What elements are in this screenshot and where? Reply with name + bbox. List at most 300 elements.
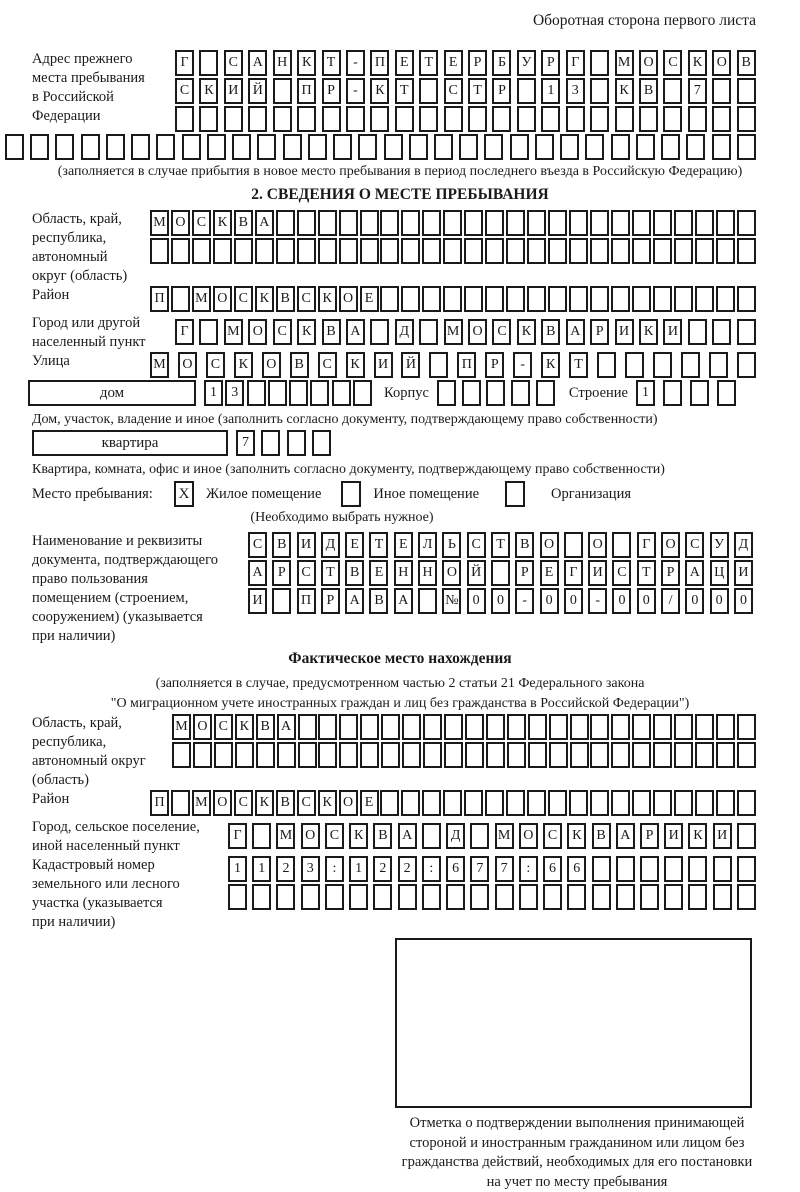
char-cell[interactable]: Р: [321, 588, 340, 614]
char-cell[interactable]: О: [339, 790, 358, 816]
char-cell[interactable]: С: [543, 823, 562, 849]
char-cell[interactable]: Г: [228, 823, 247, 849]
char-cell[interactable]: В: [369, 588, 388, 614]
char-cell[interactable]: Г: [175, 50, 194, 76]
char-cell[interactable]: С: [297, 790, 316, 816]
char-cell[interactable]: В: [373, 823, 392, 849]
char-cell[interactable]: У: [517, 50, 536, 76]
char-cell[interactable]: [444, 106, 463, 132]
char-cell[interactable]: [528, 714, 547, 740]
char-cell[interactable]: [419, 78, 438, 104]
char-cell[interactable]: [214, 742, 233, 768]
char-cell[interactable]: С: [492, 319, 511, 345]
char-cell[interactable]: В: [592, 823, 611, 849]
char-cell[interactable]: Т: [569, 352, 588, 378]
char-cell[interactable]: 1: [228, 856, 247, 882]
char-cell[interactable]: [507, 714, 526, 740]
char-cell[interactable]: Г: [566, 50, 585, 76]
char-cell[interactable]: В: [515, 532, 534, 558]
char-cell[interactable]: [549, 714, 568, 740]
char-cell[interactable]: [548, 790, 567, 816]
char-cell[interactable]: [590, 106, 609, 132]
char-cell[interactable]: №: [442, 588, 461, 614]
char-cell[interactable]: [712, 134, 731, 160]
char-cell[interactable]: [712, 78, 731, 104]
char-cell[interactable]: И: [248, 588, 267, 614]
char-cell[interactable]: М: [192, 790, 211, 816]
char-cell[interactable]: [171, 238, 190, 264]
char-cell[interactable]: [150, 238, 169, 264]
char-cell[interactable]: [690, 380, 709, 406]
char-cell[interactable]: [566, 106, 585, 132]
char-cell[interactable]: А: [345, 588, 364, 614]
char-cell[interactable]: И: [588, 560, 607, 586]
char-cell[interactable]: [569, 790, 588, 816]
char-cell[interactable]: [360, 742, 379, 768]
char-cell[interactable]: [590, 790, 609, 816]
char-cell[interactable]: К: [255, 790, 274, 816]
char-cell[interactable]: [256, 742, 275, 768]
char-cell[interactable]: С: [192, 210, 211, 236]
char-cell[interactable]: [716, 790, 735, 816]
char-cell[interactable]: [510, 134, 529, 160]
char-cell[interactable]: [381, 714, 400, 740]
char-cell[interactable]: [737, 856, 756, 882]
char-cell[interactable]: /: [661, 588, 680, 614]
house-type-box[interactable]: дом: [28, 380, 196, 406]
char-cell[interactable]: М: [495, 823, 514, 849]
char-cell[interactable]: Р: [492, 78, 511, 104]
char-cell[interactable]: [653, 352, 672, 378]
char-cell[interactable]: И: [374, 352, 393, 378]
char-cell[interactable]: [686, 134, 705, 160]
char-cell[interactable]: [713, 884, 732, 910]
char-cell[interactable]: Ц: [710, 560, 729, 586]
char-cell[interactable]: 2: [398, 856, 417, 882]
char-cell[interactable]: А: [248, 50, 267, 76]
char-cell[interactable]: О: [262, 352, 281, 378]
char-cell[interactable]: [560, 134, 579, 160]
char-cell[interactable]: Р: [322, 78, 341, 104]
char-cell[interactable]: В: [639, 78, 658, 104]
char-cell[interactable]: [402, 714, 421, 740]
char-cell[interactable]: [564, 532, 583, 558]
char-cell[interactable]: [318, 714, 337, 740]
char-cell[interactable]: 0: [734, 588, 753, 614]
char-cell[interactable]: К: [213, 210, 232, 236]
char-cell[interactable]: К: [235, 714, 254, 740]
char-cell[interactable]: М: [615, 50, 634, 76]
char-cell[interactable]: М: [276, 823, 295, 849]
char-cell[interactable]: В: [272, 532, 291, 558]
char-cell[interactable]: [590, 210, 609, 236]
char-cell[interactable]: [398, 884, 417, 910]
char-cell[interactable]: К: [541, 352, 560, 378]
char-cell[interactable]: [695, 238, 714, 264]
char-cell[interactable]: [688, 856, 707, 882]
char-cell[interactable]: П: [370, 50, 389, 76]
char-cell[interactable]: [590, 742, 609, 768]
char-cell[interactable]: [616, 856, 635, 882]
char-cell[interactable]: [297, 210, 316, 236]
char-cell[interactable]: 6: [567, 856, 586, 882]
char-cell[interactable]: Г: [637, 532, 656, 558]
char-cell[interactable]: [422, 884, 441, 910]
char-cell[interactable]: [716, 742, 735, 768]
char-cell[interactable]: А: [566, 319, 585, 345]
char-cell[interactable]: 6: [446, 856, 465, 882]
char-cell[interactable]: [444, 714, 463, 740]
char-cell[interactable]: [611, 210, 630, 236]
char-cell[interactable]: [674, 238, 693, 264]
char-cell[interactable]: О: [301, 823, 320, 849]
char-cell[interactable]: [370, 319, 389, 345]
char-cell[interactable]: [434, 134, 453, 160]
char-cell[interactable]: [486, 380, 505, 406]
char-cell[interactable]: [252, 823, 271, 849]
char-cell[interactable]: 1: [349, 856, 368, 882]
char-cell[interactable]: 1: [541, 78, 560, 104]
char-cell[interactable]: Д: [446, 823, 465, 849]
char-cell[interactable]: [491, 560, 510, 586]
apartment-type-box[interactable]: квартира: [32, 430, 228, 456]
char-cell[interactable]: Т: [321, 560, 340, 586]
char-cell[interactable]: [712, 319, 731, 345]
char-cell[interactable]: [543, 884, 562, 910]
char-cell[interactable]: [737, 134, 756, 160]
char-cell[interactable]: [346, 106, 365, 132]
char-cell[interactable]: И: [297, 532, 316, 558]
char-cell[interactable]: [653, 238, 672, 264]
char-cell[interactable]: [402, 742, 421, 768]
char-cell[interactable]: С: [685, 532, 704, 558]
char-cell[interactable]: [422, 210, 441, 236]
char-cell[interactable]: Т: [491, 532, 510, 558]
char-cell[interactable]: М: [192, 286, 211, 312]
char-cell[interactable]: 0: [685, 588, 704, 614]
char-cell[interactable]: [422, 790, 441, 816]
char-cell[interactable]: [695, 790, 714, 816]
char-cell[interactable]: 3: [566, 78, 585, 104]
char-cell[interactable]: [653, 742, 672, 768]
char-cell[interactable]: [611, 134, 630, 160]
char-cell[interactable]: [55, 134, 74, 160]
char-cell[interactable]: [506, 790, 525, 816]
char-cell[interactable]: [506, 238, 525, 264]
char-cell[interactable]: Е: [360, 790, 379, 816]
char-cell[interactable]: [276, 884, 295, 910]
char-cell[interactable]: Ь: [442, 532, 461, 558]
char-cell[interactable]: [716, 238, 735, 264]
char-cell[interactable]: [465, 742, 484, 768]
char-cell[interactable]: [358, 134, 377, 160]
char-cell[interactable]: [548, 238, 567, 264]
char-cell[interactable]: [470, 884, 489, 910]
char-cell[interactable]: Й: [467, 560, 486, 586]
char-cell[interactable]: -: [588, 588, 607, 614]
char-cell[interactable]: 0: [710, 588, 729, 614]
char-cell[interactable]: [517, 106, 536, 132]
char-cell[interactable]: [615, 106, 634, 132]
char-cell[interactable]: [528, 742, 547, 768]
char-cell[interactable]: В: [322, 319, 341, 345]
char-cell[interactable]: [611, 286, 630, 312]
char-cell[interactable]: П: [150, 286, 169, 312]
char-cell[interactable]: О: [213, 790, 232, 816]
char-cell[interactable]: [674, 714, 693, 740]
char-cell[interactable]: [590, 50, 609, 76]
char-cell[interactable]: О: [588, 532, 607, 558]
char-cell[interactable]: Е: [369, 560, 388, 586]
char-cell[interactable]: [569, 286, 588, 312]
char-cell[interactable]: С: [467, 532, 486, 558]
char-cell[interactable]: 2: [276, 856, 295, 882]
char-cell[interactable]: О: [519, 823, 538, 849]
char-cell[interactable]: [213, 238, 232, 264]
char-cell[interactable]: [663, 380, 682, 406]
char-cell[interactable]: А: [685, 560, 704, 586]
char-cell[interactable]: [248, 106, 267, 132]
char-cell[interactable]: [535, 134, 554, 160]
char-cell[interactable]: 0: [637, 588, 656, 614]
char-cell[interactable]: [464, 790, 483, 816]
char-cell[interactable]: А: [394, 588, 413, 614]
char-cell[interactable]: С: [248, 532, 267, 558]
char-cell[interactable]: П: [150, 790, 169, 816]
char-cell[interactable]: Р: [515, 560, 534, 586]
char-cell[interactable]: [276, 210, 295, 236]
char-cell[interactable]: П: [297, 588, 316, 614]
char-cell[interactable]: [5, 134, 24, 160]
char-cell[interactable]: [674, 742, 693, 768]
char-cell[interactable]: [380, 210, 399, 236]
char-cell[interactable]: Т: [395, 78, 414, 104]
char-cell[interactable]: [681, 352, 700, 378]
char-cell[interactable]: Т: [468, 78, 487, 104]
char-cell[interactable]: [695, 742, 714, 768]
char-cell[interactable]: [308, 134, 327, 160]
char-cell[interactable]: [653, 714, 672, 740]
char-cell[interactable]: [590, 78, 609, 104]
char-cell[interactable]: [224, 106, 243, 132]
char-cell[interactable]: О: [639, 50, 658, 76]
char-cell[interactable]: [272, 588, 291, 614]
char-cell[interactable]: Е: [360, 286, 379, 312]
char-cell[interactable]: А: [255, 210, 274, 236]
char-cell[interactable]: [632, 286, 651, 312]
char-cell[interactable]: К: [318, 286, 337, 312]
char-cell[interactable]: 0: [540, 588, 559, 614]
char-cell[interactable]: М: [172, 714, 191, 740]
char-cell[interactable]: [384, 134, 403, 160]
char-cell[interactable]: 1: [636, 380, 655, 406]
char-cell[interactable]: [443, 790, 462, 816]
char-cell[interactable]: Р: [272, 560, 291, 586]
char-cell[interactable]: К: [567, 823, 586, 849]
char-cell[interactable]: Р: [661, 560, 680, 586]
char-cell[interactable]: [737, 210, 756, 236]
char-cell[interactable]: [590, 238, 609, 264]
char-cell[interactable]: [380, 286, 399, 312]
char-cell[interactable]: М: [224, 319, 243, 345]
char-cell[interactable]: [443, 210, 462, 236]
char-cell[interactable]: К: [370, 78, 389, 104]
char-cell[interactable]: [339, 742, 358, 768]
char-cell[interactable]: [737, 286, 756, 312]
char-cell[interactable]: [401, 210, 420, 236]
char-cell[interactable]: [716, 714, 735, 740]
char-cell[interactable]: К: [199, 78, 218, 104]
char-cell[interactable]: [695, 210, 714, 236]
char-cell[interactable]: [273, 106, 292, 132]
char-cell[interactable]: С: [234, 790, 253, 816]
char-cell[interactable]: С: [206, 352, 225, 378]
char-cell[interactable]: Н: [273, 50, 292, 76]
char-cell[interactable]: [301, 884, 320, 910]
char-cell[interactable]: [527, 238, 546, 264]
char-cell[interactable]: [401, 286, 420, 312]
char-cell[interactable]: -: [346, 50, 365, 76]
char-cell[interactable]: С: [224, 50, 243, 76]
char-cell[interactable]: [663, 106, 682, 132]
char-cell[interactable]: М: [150, 210, 169, 236]
char-cell[interactable]: 6: [543, 856, 562, 882]
char-cell[interactable]: 0: [467, 588, 486, 614]
char-cell[interactable]: [360, 238, 379, 264]
char-cell[interactable]: :: [519, 856, 538, 882]
char-cell[interactable]: С: [612, 560, 631, 586]
char-cell[interactable]: [737, 742, 756, 768]
char-cell[interactable]: [235, 742, 254, 768]
char-cell[interactable]: С: [325, 823, 344, 849]
char-cell[interactable]: [640, 856, 659, 882]
char-cell[interactable]: В: [276, 790, 295, 816]
char-cell[interactable]: [446, 884, 465, 910]
checkbox-residential[interactable]: X: [174, 481, 194, 507]
char-cell[interactable]: [653, 790, 672, 816]
char-cell[interactable]: [247, 380, 266, 406]
char-cell[interactable]: [664, 884, 683, 910]
char-cell[interactable]: [207, 134, 226, 160]
char-cell[interactable]: [712, 106, 731, 132]
char-cell[interactable]: Д: [734, 532, 753, 558]
char-cell[interactable]: К: [297, 319, 316, 345]
char-cell[interactable]: К: [615, 78, 634, 104]
char-cell[interactable]: [737, 106, 756, 132]
char-cell[interactable]: [485, 210, 504, 236]
char-cell[interactable]: О: [468, 319, 487, 345]
char-cell[interactable]: [717, 380, 736, 406]
char-cell[interactable]: [639, 106, 658, 132]
char-cell[interactable]: 7: [688, 78, 707, 104]
char-cell[interactable]: [632, 714, 651, 740]
char-cell[interactable]: [312, 430, 331, 456]
char-cell[interactable]: [567, 884, 586, 910]
char-cell[interactable]: К: [349, 823, 368, 849]
char-cell[interactable]: [422, 238, 441, 264]
char-cell[interactable]: [569, 238, 588, 264]
char-cell[interactable]: [590, 714, 609, 740]
char-cell[interactable]: [289, 380, 308, 406]
char-cell[interactable]: [261, 430, 280, 456]
char-cell[interactable]: [548, 210, 567, 236]
char-cell[interactable]: О: [178, 352, 197, 378]
char-cell[interactable]: Д: [395, 319, 414, 345]
char-cell[interactable]: [713, 856, 732, 882]
char-cell[interactable]: [517, 78, 536, 104]
char-cell[interactable]: С: [444, 78, 463, 104]
char-cell[interactable]: А: [277, 714, 296, 740]
char-cell[interactable]: [616, 884, 635, 910]
char-cell[interactable]: О: [248, 319, 267, 345]
char-cell[interactable]: [464, 210, 483, 236]
char-cell[interactable]: [737, 238, 756, 264]
char-cell[interactable]: К: [688, 50, 707, 76]
char-cell[interactable]: [597, 352, 616, 378]
char-cell[interactable]: Р: [468, 50, 487, 76]
char-cell[interactable]: [549, 742, 568, 768]
char-cell[interactable]: И: [663, 319, 682, 345]
char-cell[interactable]: Е: [345, 532, 364, 558]
char-cell[interactable]: [468, 106, 487, 132]
char-cell[interactable]: [298, 742, 317, 768]
char-cell[interactable]: В: [737, 50, 756, 76]
char-cell[interactable]: [199, 50, 218, 76]
char-cell[interactable]: А: [616, 823, 635, 849]
char-cell[interactable]: [507, 742, 526, 768]
char-cell[interactable]: [401, 790, 420, 816]
char-cell[interactable]: К: [255, 286, 274, 312]
char-cell[interactable]: [470, 823, 489, 849]
char-cell[interactable]: [506, 286, 525, 312]
char-cell[interactable]: Й: [401, 352, 420, 378]
char-cell[interactable]: -: [513, 352, 532, 378]
char-cell[interactable]: [570, 742, 589, 768]
char-cell[interactable]: Н: [418, 560, 437, 586]
char-cell[interactable]: С: [273, 319, 292, 345]
char-cell[interactable]: [695, 286, 714, 312]
char-cell[interactable]: [268, 380, 287, 406]
char-cell[interactable]: [325, 884, 344, 910]
char-cell[interactable]: [287, 430, 306, 456]
char-cell[interactable]: [30, 134, 49, 160]
char-cell[interactable]: И: [713, 823, 732, 849]
char-cell[interactable]: [171, 790, 190, 816]
char-cell[interactable]: [486, 714, 505, 740]
char-cell[interactable]: О: [193, 714, 212, 740]
char-cell[interactable]: [429, 352, 448, 378]
char-cell[interactable]: [193, 742, 212, 768]
char-cell[interactable]: [625, 352, 644, 378]
char-cell[interactable]: [255, 238, 274, 264]
char-cell[interactable]: В: [234, 210, 253, 236]
char-cell[interactable]: А: [346, 319, 365, 345]
char-cell[interactable]: -: [346, 78, 365, 104]
char-cell[interactable]: [716, 286, 735, 312]
char-cell[interactable]: 1: [204, 380, 223, 406]
char-cell[interactable]: [273, 78, 292, 104]
checkbox-other-premise[interactable]: [341, 481, 361, 507]
char-cell[interactable]: [632, 238, 651, 264]
char-cell[interactable]: К: [346, 352, 365, 378]
char-cell[interactable]: Е: [444, 50, 463, 76]
char-cell[interactable]: О: [339, 286, 358, 312]
char-cell[interactable]: Р: [640, 823, 659, 849]
char-cell[interactable]: [640, 884, 659, 910]
char-cell[interactable]: [485, 790, 504, 816]
char-cell[interactable]: Г: [175, 319, 194, 345]
char-cell[interactable]: И: [224, 78, 243, 104]
